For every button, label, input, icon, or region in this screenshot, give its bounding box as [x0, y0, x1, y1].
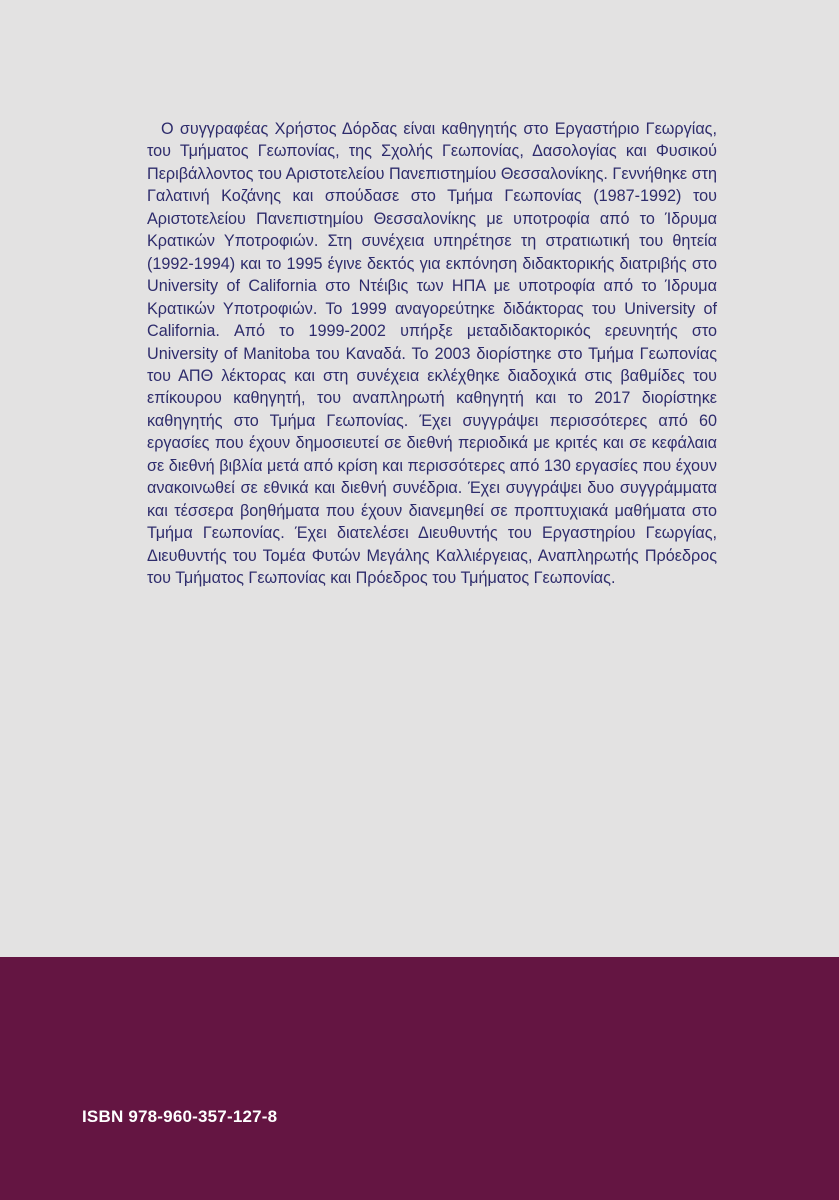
author-bio: Ο συγγραφέας Χρήστος Δόρδας είναι καθηγητής στο Εργαστήριο Γεωργίας, του Τμήματος Γεωπονίας, της Σχολής Γεωπονίας, Δασολογίας και Φυσικού Περιβάλλοντος του Αριστοτελείου Πανεπιστημίου Θεσσαλονίκης. Γεννήθηκε στη Γαλατινή Κοζάνης και σπούδασε στο Τμήμα Γεωπονίας (1987-1992) του Αριστοτελείου Πανεπιστημίου Θεσσαλονίκης με υποτροφία από το Ίδρυμα Κρατικών Υποτροφιών. Στη συνέχεια υπηρέτησε τη στρατιωτική του θητεία (1992-1994) και το 1995 έγινε δεκτός για εκπόνηση διδακτορικής διατριβής στο University of California στο Ντέιβις των ΗΠΑ με υποτροφία από το Ίδρυμα Κρατικών Υποτροφιών. Το 1999 αναγορεύτηκε διδάκτορας του University of California. Από το 1999-2002 υπήρξε μεταδιδακτορικός ερευνητής στο University of Manitoba του Καναδά. Το 2003 διορίστηκε στο Τμήμα Γεωπονίας του ΑΠΘ λέκτορας και στη συνέχεια εκλέχθηκε διαδοχικά στις βαθμίδες του επίκουρου καθηγητή, του αναπληρωτή καθηγητή και το 2017 διορίστηκε καθηγητής στο Τμήμα Γεωπονίας. Έχει συγγράψει περισσότερες από 60 εργασίες που έχουν δημοσιευτεί σε διεθνή περιοδικά με κριτές και σε κεφάλαια σε διεθνή βιβλία μετά από κρίση και περισσότερες από 130 εργασίες που έχουν ανακοινωθεί σε εθνικά και διεθνή συνέδρια. Έχει συγγράψει δυο συγγράμματα και τέσσερα βοηθήματα που έχουν διανεμηθεί σε προπτυχιακά μαθήματα στο Τμήμα Γεωπονίας. Έχει διατελέσει Διευθυντής του Εργαστηρίου Γεωργίας, Διευθυντής του Τομέα Φυτών Μεγάλης Καλλιέργειας, Αναπληρωτής Πρόεδρος του Τμήματος Γεωπονίας και Πρόεδρος του Τμήματος Γεωπονίας.: [147, 120, 717, 588]
cover-bottom-band: [0, 957, 839, 1200]
isbn-number: ISBN 978-960-357-127-8: [82, 1107, 278, 1126]
